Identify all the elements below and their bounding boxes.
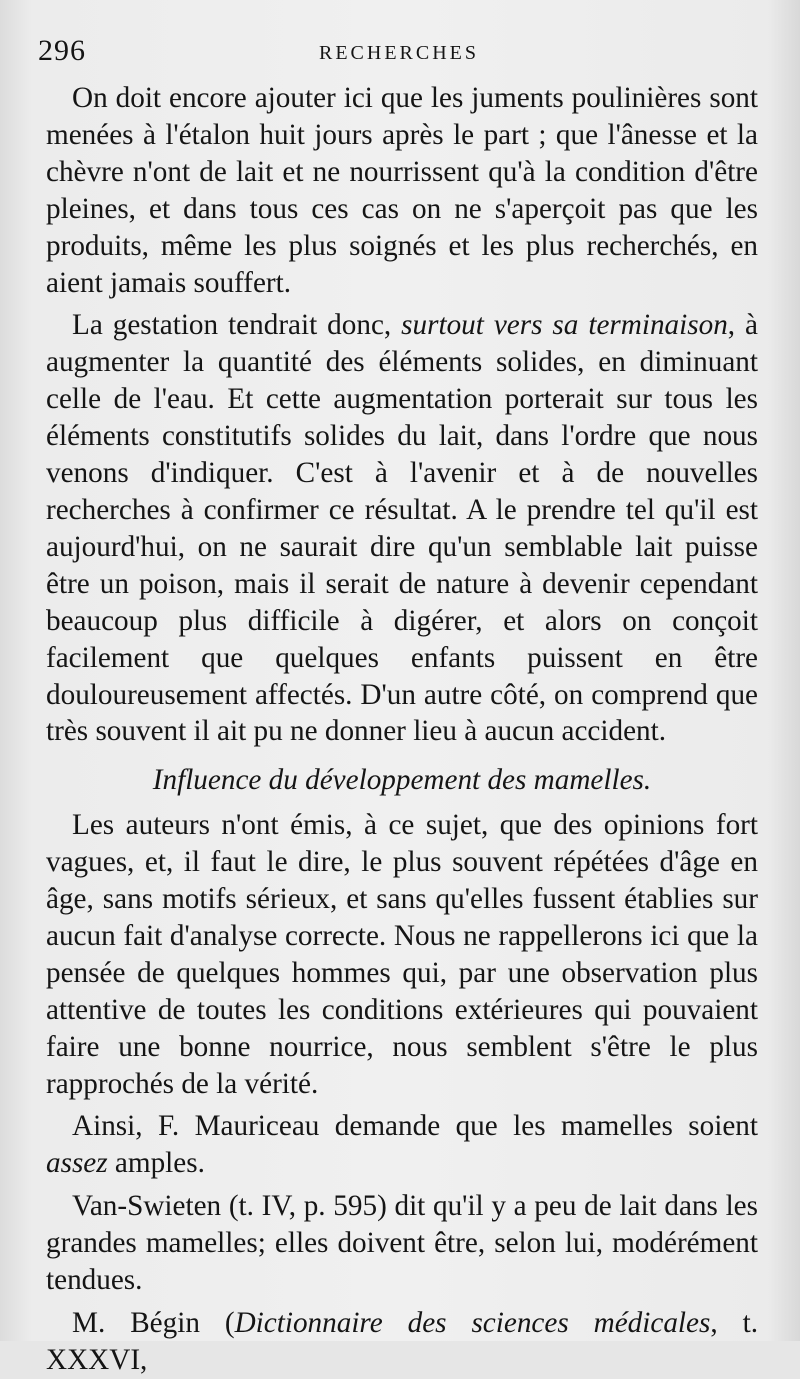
paragraph-2-text-b: , à augmenter la quantité des éléments solides, en diminuant celle de l'eau. Et cette augmentation porterait sur tous les éléments constitutifs solides du lait, dans l'ordre que nous venons d'indiquer. C'est à l'avenir et à de nouvelles recherches à confirmer ce résultat. A le prendre tel qu'il est aujourd'hui, on ne saurait dire qu'un semblable lait puisse être un poison, mais il serait de nature à devenir cependant beaucoup plus difficile à digérer, et alors on conçoit facilement que quelques enfants puissent en être douloureusement affectés. D'un autre côté, on comprend que très souvent il ait pu ne donner lieu à aucun accident.: [46, 309, 759, 748]
page-number: 296: [38, 34, 86, 67]
paragraph-4-emphasis: assez: [46, 1147, 108, 1180]
paragraph-3: Les auteurs n'ont émis, à ce sujet, que des opinions fort vagues, et, il faut le dire, le plus souvent répétées d'âge en âge, sans motifs sérieux, et sans qu'elles fussent établies sur aucun fait d'analyse correcte. Nous ne rappellerons ici que la pensée de quelques hommes qui, par une observation plus attentive de toutes les conditions extérieures qui pouvaient faire une bonne nourrice, nous semblent s'être le plus rapprochés de la vérité.: [46, 809, 758, 1100]
page-header: [38, 34, 760, 74]
paragraph-2-text-a: La gestation tendrait donc,: [72, 309, 402, 342]
paragraph-6-emphasis: Dictionnaire des sciences médicales: [234, 1307, 711, 1339]
paragraph-1: On doit encore ajouter ici que les juments poulinières sont menées à l'étalon huit jours après le part ; que l'ânesse et la chèvre n'ont de lait et ne nourrissent qu'à la condition d'être pleines, et dans tous ces cas on ne s'aperçoit pas que les produits, même les plus soignés et les plus recherchés, en aient jamais souffert.: [46, 82, 758, 299]
paragraph-6-text-a: M. Bégin (: [72, 1307, 235, 1339]
paragraph-2: [46, 307, 758, 750]
paragraph-4: [46, 1108, 758, 1182]
paragraph-5: Van-Swieten (t. IV, p. 595) dit qu'il y a peu de lait dans les grandes mamelles; elles doivent être, selon lui, modérément tendues.: [46, 1190, 758, 1297]
section-title: Influence du développement des mamelles.: [152, 764, 652, 797]
paragraph-4-text-b: amples.: [107, 1147, 205, 1180]
paragraph-4-text-a: Ainsi, F. Mauriceau demande que les mamelles soient: [72, 1110, 758, 1143]
paragraph-2-emphasis: surtout vers sa terminaison: [401, 309, 728, 342]
page-body: [46, 80, 758, 1379]
running-head: RECHERCHES: [318, 42, 480, 64]
paragraph-6: [46, 1305, 758, 1379]
paragraph-6-text-b: , t. XXXVI,: [46, 1307, 758, 1376]
